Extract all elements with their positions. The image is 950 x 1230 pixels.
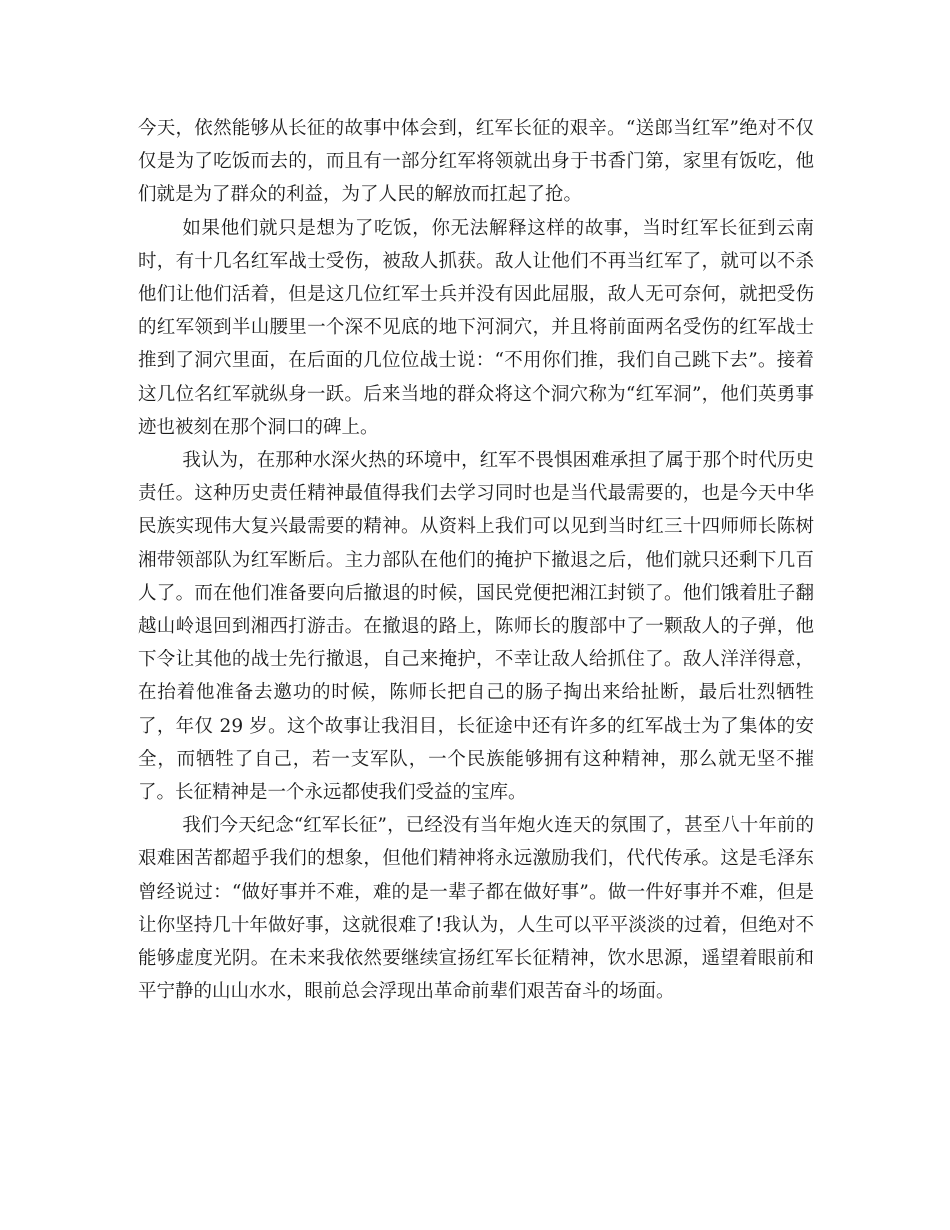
paragraph-2: 如果他们就只是想为了吃饭，你无法解释这样的故事，当时红军长征到云南时，有十几名红军战士受伤，被敌人抓获。敌人让他们不再当红军了，就可以不杀他们让他们活着，但是这几位红军士兵并没有因此屈服，敌人无可奈何，就把受伤的红军领到半山腰里一个深不见底的地下河洞穴，并且将前面两名受伤的红军战士推到了洞穴里面，在后面的几位位战士说：“不用你们推，我们自己跳下去”。接着这几位名红军就纵身一跃。后来当地的群众将这个洞穴称为“红军洞”，他们英勇事迹也被刻在那个洞口的碑上。	[138, 217, 814, 438]
paragraph-1: 今天，依然能够从长征的故事中体会到，红军长征的艰辛。“送郎当红军”绝对不仅仅是为了吃饭而去的，而且有一部分红军将领就出身于书香门第，家里有饭吃，他们就是为了群众的利益，为了人民的解放而扛起了抢。	[138, 118, 814, 206]
document-body	[138, 112, 814, 1008]
paragraph-3: 我认为，在那种水深火热的环境中，红军不畏惧困难承担了属于那个时代历史责任。这种历史责任精神最值得我们去学习同时也是当代最需要的，也是今天中华民族实现伟大复兴最需要的精神。从资料上我们可以见到当时红三十四师师长陈树湘带领部队为红军断后。主力部队在他们的掩护下撤退之后，他们就只还剩下几百人了。而在他们准备要向后撤退的时候，国民党便把湘江封锁了。他们饿着肚子翻越山岭退回到湘西打游击。在撤退的路上，陈师长的腹部中了一颗敌人的子弹，他下令让其他的战士先行撤退，自己来掩护，不幸让敌人给抓住了。敌人洋洋得意，在抬着他准备去邀功的时候，陈师长把自己的肠子掏出来给扯断，最后壮烈牺牲了，年仅 29 岁。这个故事让我泪目，长征途中还有许多的红军战士为了集体的安全，而牺牲了自己，若一支军队，一个民族能够拥有这种精神，那么就无坚不摧了。长征精神是一个永远都使我们受益的宝库。	[138, 450, 814, 804]
paragraph-4: 我们今天纪念“红军长征”，已经没有当年炮火连天的氛围了，甚至八十年前的艰难困苦都超乎我们的想象，但他们精神将永远激励我们，代代传承。这是毛泽东曾经说过：“做好事并不难，难的是一辈子都在做好事”。做一件好事并不难，但是让你坚持几十年做好事，这就很难了!我认为，人生可以平平淡淡的过着，但绝对不能够虚度光阴。在未来我依然要继续宣扬红军长征精神，饮水思源，遥望着眼前和平宁静的山山水水，眼前总会浮现出革命前辈们艰苦奋斗的场面。	[138, 815, 814, 1003]
